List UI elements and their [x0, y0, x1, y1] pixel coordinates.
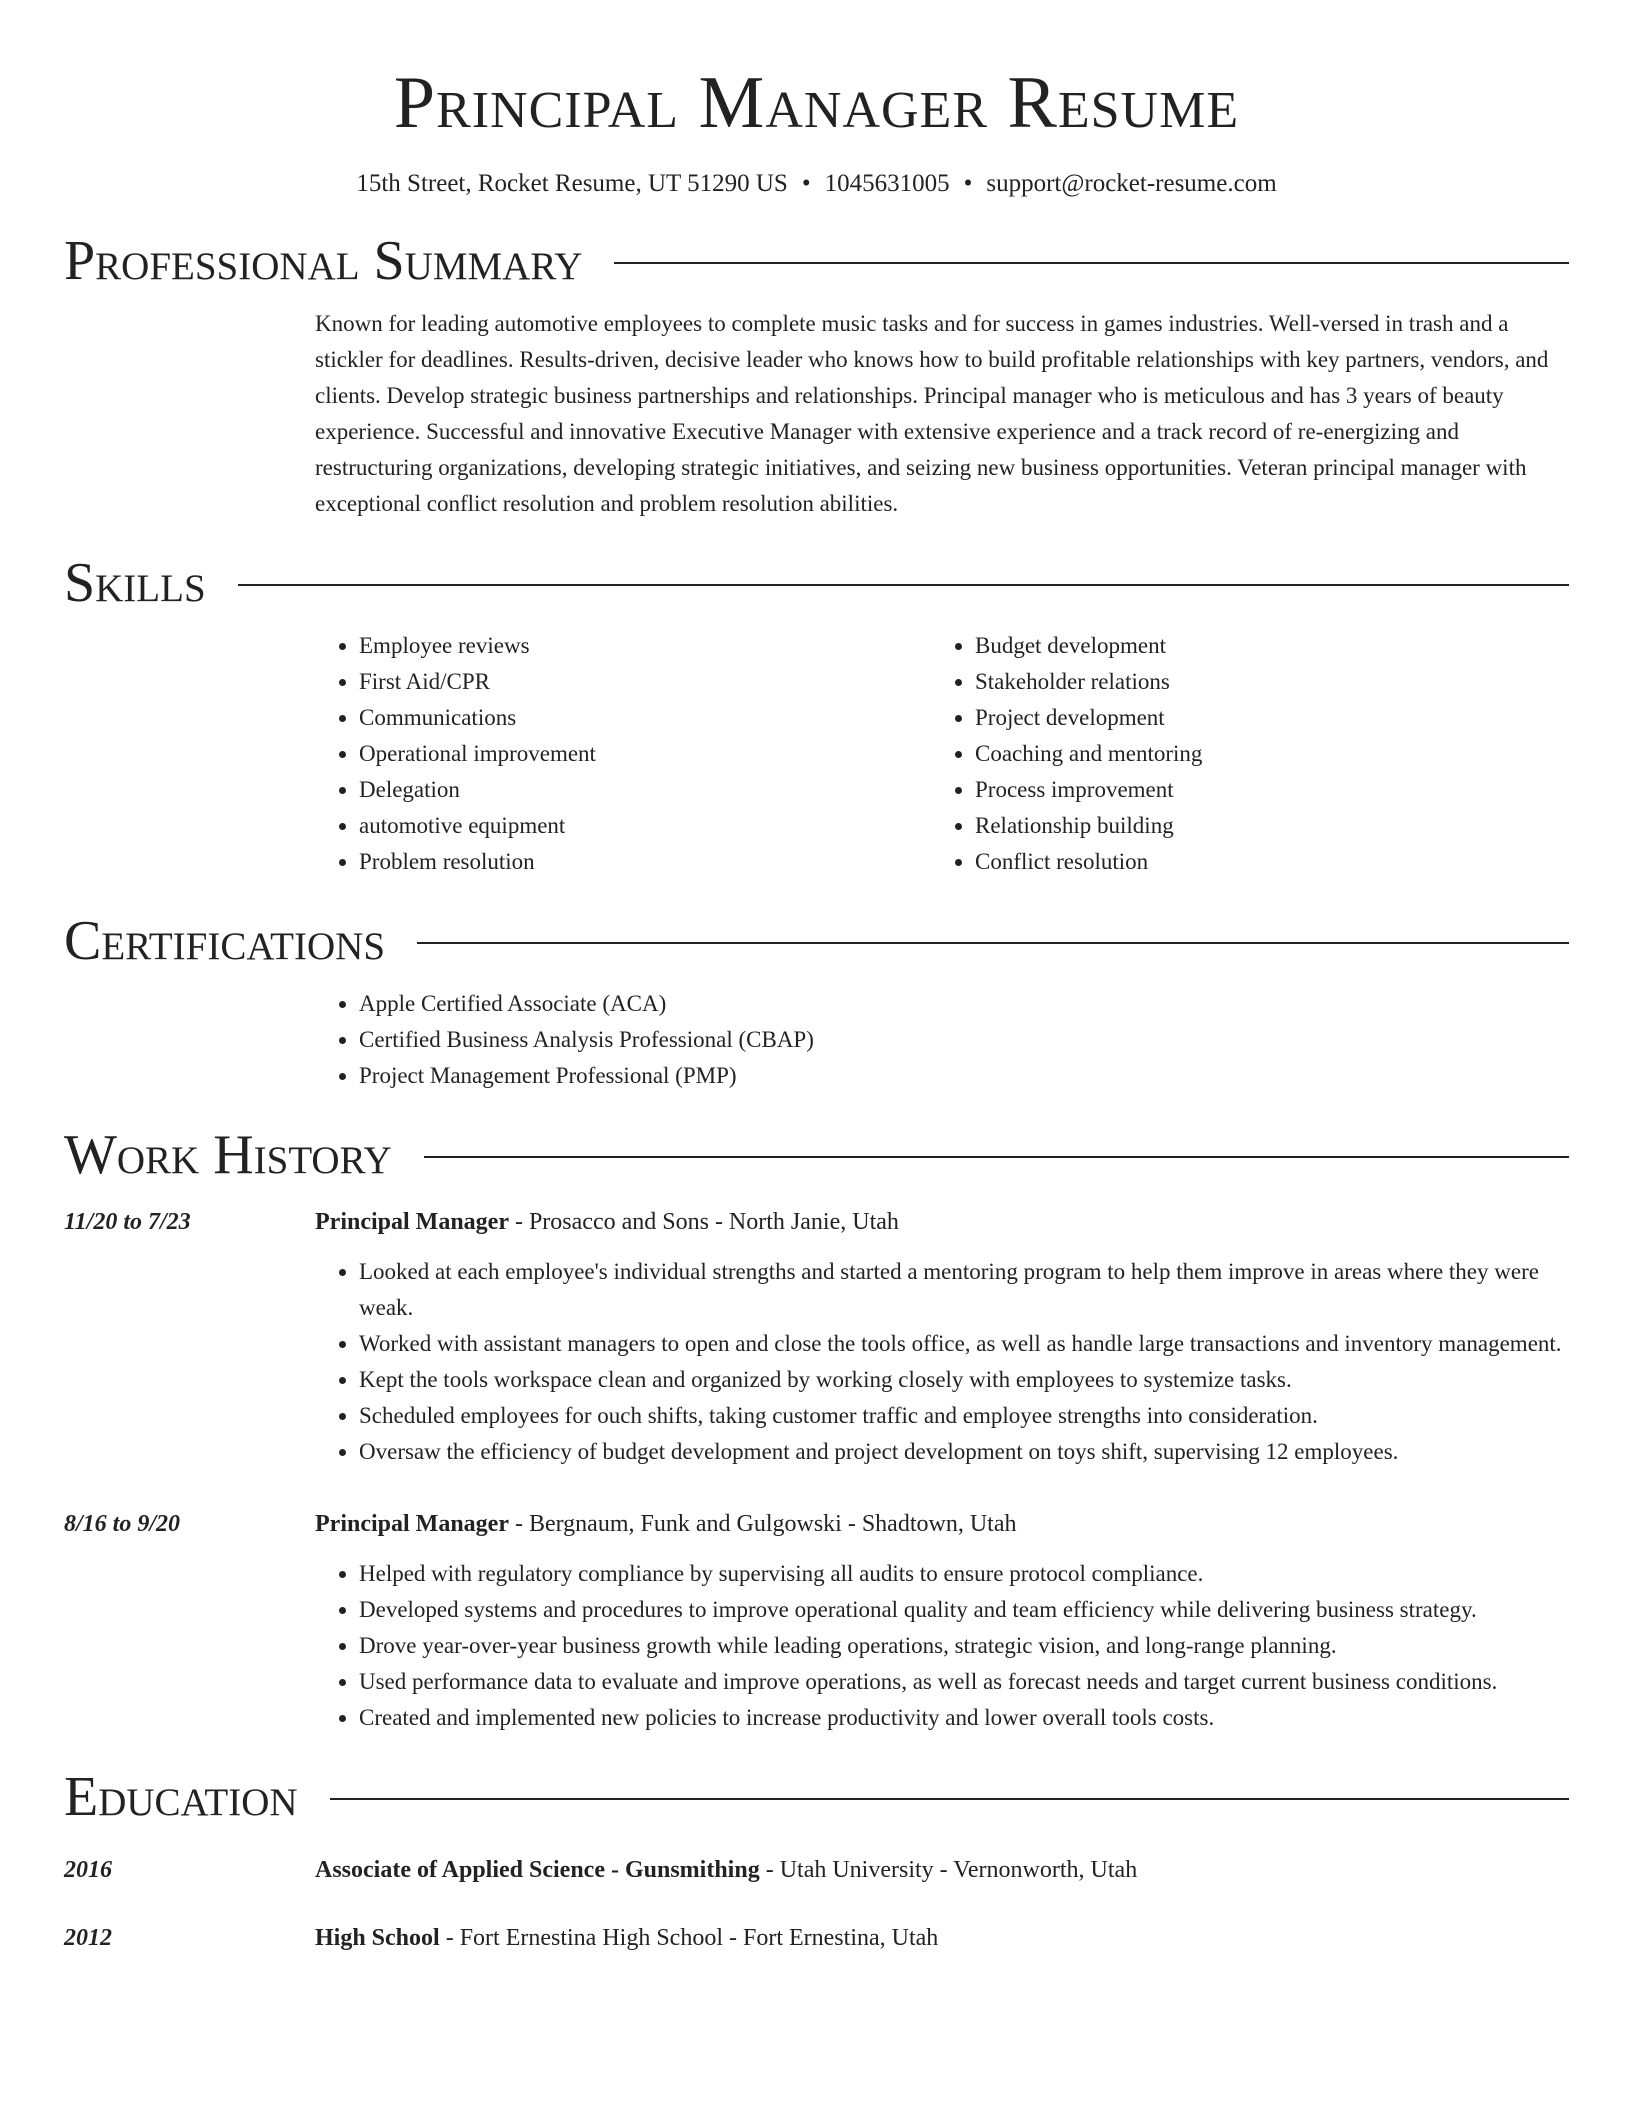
education-school: - Utah University - Vernonworth, Utah [759, 1857, 1138, 1883]
job-entry [64, 1506, 1569, 1736]
summary-text: Known for leading automotive employees to complete music tasks and for success in games industries. Well-versed in trash and a stickler for deadlines. Results-driven, decisive leader who knows how to build profitable relationships with key partners, vendors, and clients. Develop strategic business partnerships and relationships. Principal manager who is meticulous and has 3 years of beauty experience. Successful and innovative Executive Manager with extensive experience and a track record of re-energizing and restructuring organizations, developing strategic initiatives, and seizing new business opportunities. Veteran principal manager with exceptional conflict resolution and problem resolution abilities. [315, 311, 1549, 516]
certifications-section-header [64, 906, 1569, 976]
certifications-list [315, 986, 1569, 1094]
skill-item: • automotive equipment [359, 808, 931, 844]
job-body [315, 1204, 1569, 1470]
job-heading [315, 1506, 1569, 1542]
job-employer: - Prosacco and Sons - North Janie, Utah [508, 1209, 899, 1235]
phone: 1045631005 [824, 170, 950, 197]
education-degree: Associate of Applied Science - Gunsmithing [315, 1857, 760, 1883]
job-duty: • Kept the tools workspace clean and organized by working closely with employees to systemize tasks. [359, 1362, 1569, 1398]
separator-dot: • [801, 170, 811, 197]
section-title: Work History [64, 1124, 392, 1186]
skills-section-header [64, 548, 1569, 618]
job-duty: • Oversaw the efficiency of budget development and project development on toys shift, supervising 12 employees. [359, 1434, 1569, 1470]
skills-column-right [931, 628, 1547, 880]
skill-item: • Coaching and mentoring [975, 736, 1547, 772]
certification-item: • Certified Business Analysis Professional (CBAP) [359, 1022, 1569, 1058]
job-duty: • Created and implemented new policies to increase productivity and lower overall tools costs. [359, 1700, 1569, 1736]
skill-item: • Communications [359, 700, 931, 736]
section-divider [330, 1798, 1569, 1800]
education-heading [315, 1852, 1137, 1888]
section-divider [417, 942, 1569, 944]
job-duty: • Used performance data to evaluate and improve operations, as well as forecast needs and target current business conditions. [359, 1664, 1569, 1700]
resume-title: Principal Manager Resume [393, 62, 1240, 144]
job-entry [64, 1204, 1569, 1470]
certification-item: • Apple Certified Associate (ACA) [359, 986, 1569, 1022]
job-duty: • Drove year-over-year business growth while leading operations, strategic vision, and long-range planning. [359, 1628, 1569, 1664]
separator-dot: • [963, 170, 973, 197]
certification-item: • Project Management Professional (PMP) [359, 1058, 1569, 1094]
skill-item: • Budget development [975, 628, 1547, 664]
job-employer: - Bergnaum, Funk and Gulgowski - Shadtown, Utah [508, 1511, 1017, 1537]
skills-list [315, 628, 1569, 880]
job-duty: • Helped with regulatory compliance by supervising all audits to ensure protocol compliance. [359, 1556, 1569, 1592]
education-year: 2012 [64, 1925, 112, 1951]
job-dates: 11/20 to 7/23 [64, 1209, 191, 1235]
job-title: Principal Manager [315, 1511, 509, 1537]
skill-item: • Project development [975, 700, 1547, 736]
section-title: Certifications [64, 910, 386, 972]
contact-line [64, 168, 1569, 200]
summary-section-header [64, 226, 1569, 296]
job-body [315, 1506, 1569, 1736]
section-title: Professional Summary [64, 230, 583, 292]
skill-item: • Conflict resolution [975, 844, 1547, 880]
education-entry [64, 1852, 1569, 1888]
skill-item: • Relationship building [975, 808, 1547, 844]
education-year: 2016 [64, 1857, 112, 1883]
job-duty: • Scheduled employees for ouch shifts, taking customer traffic and employee strengths into consideration. [359, 1398, 1569, 1434]
skills-column-left [315, 628, 931, 880]
education-degree: High School [315, 1925, 440, 1951]
education-school: - Fort Ernestina High School - Fort Ernestina, Utah [439, 1925, 939, 1951]
education-heading [315, 1920, 938, 1956]
education-entry [64, 1920, 1569, 1956]
section-divider [238, 584, 1569, 586]
education-section-header [64, 1762, 1569, 1832]
skill-item: • Operational improvement [359, 736, 931, 772]
section-title: Skills [64, 552, 206, 614]
skill-item: • Employee reviews [359, 628, 931, 664]
job-dates: 8/16 to 9/20 [64, 1511, 181, 1537]
email: support@rocket-resume.com [986, 170, 1277, 197]
skill-item: • Delegation [359, 772, 931, 808]
job-duties [315, 1254, 1569, 1470]
job-duties [315, 1556, 1569, 1736]
work-history-section-header [64, 1120, 1569, 1190]
skill-item: • Process improvement [975, 772, 1547, 808]
job-heading [315, 1204, 1569, 1240]
skill-item: • First Aid/CPR [359, 664, 931, 700]
job-duty: • Looked at each employee's individual strengths and started a mentoring program to help them improve in areas where they were weak. [359, 1254, 1569, 1326]
skill-item: • Problem resolution [359, 844, 931, 880]
section-divider [614, 262, 1569, 264]
job-duty: • Worked with assistant managers to open and close the tools office, as well as handle large transactions and inventory management. [359, 1326, 1569, 1362]
address: 15th Street, Rocket Resume, UT 51290 US [356, 170, 788, 197]
section-divider [424, 1156, 1569, 1158]
skill-item: • Stakeholder relations [975, 664, 1547, 700]
job-title: Principal Manager [315, 1209, 509, 1235]
job-duty: • Developed systems and procedures to improve operational quality and team efficiency while delivering business strategy. [359, 1592, 1569, 1628]
section-title: Education [64, 1766, 298, 1828]
